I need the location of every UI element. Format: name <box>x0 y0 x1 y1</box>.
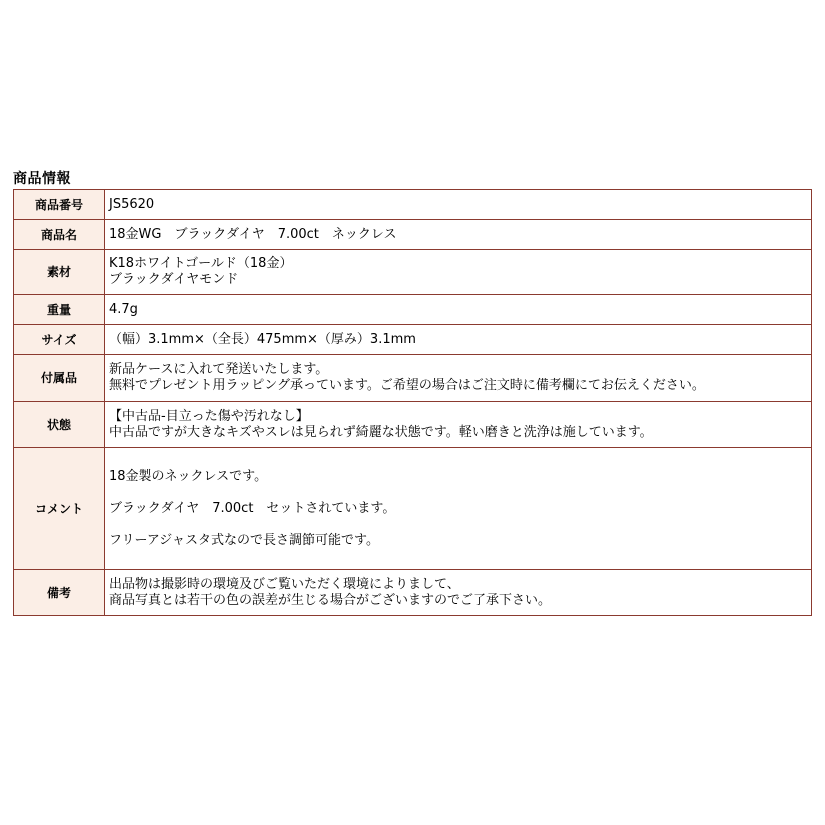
accessories-line: 無料でプレゼント用ラッピング承っています。ご希望の場合はご注文時に備考欄にてお伝えください。 <box>109 378 705 393</box>
label-comment: コメント <box>14 448 105 570</box>
row-size <box>14 325 812 355</box>
value-condition <box>105 402 812 448</box>
material-line: ブラックダイヤモンド <box>109 272 239 287</box>
label-accessories: 付属品 <box>14 355 105 402</box>
value-product-name: 18金WG ブラックダイヤ 7.00ct ネックレス <box>105 220 812 250</box>
condition-line: 【中古品-目立った傷や汚れなし】 <box>109 408 309 424</box>
row-condition <box>14 402 812 448</box>
label-condition: 状態 <box>14 402 105 448</box>
value-size: （幅）3.1mm×（全長）475mm×（厚み）3.1mm <box>105 325 812 355</box>
row-comment <box>14 448 812 570</box>
value-accessories <box>105 355 812 402</box>
row-remarks <box>14 570 812 616</box>
value-comment <box>105 448 812 570</box>
comment-line: 18金製のネックレスです。 <box>109 468 268 484</box>
remarks-line: 出品物は撮影時の環境及びご覧いただく環境によりまして、 <box>109 576 460 592</box>
label-material: 素材 <box>14 250 105 295</box>
condition-line: 中古品ですが大きなキズやスレは見られず綺麗な状態です。軽い磨きと洗浄は施しています。 <box>109 424 653 440</box>
label-remarks: 備考 <box>14 570 105 616</box>
comment-line: ブラックダイヤ 7.00ct セットされています。 <box>109 500 396 516</box>
value-weight: 4.7g <box>105 295 812 325</box>
material-line: K18ホワイトゴールド（18金） <box>109 256 293 271</box>
value-remarks <box>105 570 812 616</box>
remarks-line: 商品写真とは若干の色の誤差が生じる場合がございますのでご了承下さい。 <box>109 592 552 608</box>
row-product-number <box>14 190 812 220</box>
accessories-line: 新品ケースに入れて発送いたします。 <box>109 362 329 377</box>
label-size: サイズ <box>14 325 105 355</box>
section-title: 商品情報 <box>13 171 71 187</box>
value-material <box>105 250 812 295</box>
row-product-name <box>14 220 812 250</box>
label-product-name: 商品名 <box>14 220 105 250</box>
product-info-table <box>13 189 812 616</box>
label-weight: 重量 <box>14 295 105 325</box>
row-material <box>14 250 812 295</box>
row-weight <box>14 295 812 325</box>
label-product-number: 商品番号 <box>14 190 105 220</box>
comment-line: フリーアジャスタ式なので長さ調節可能です。 <box>109 532 380 548</box>
value-product-number: JS5620 <box>105 190 812 220</box>
row-accessories <box>14 355 812 402</box>
